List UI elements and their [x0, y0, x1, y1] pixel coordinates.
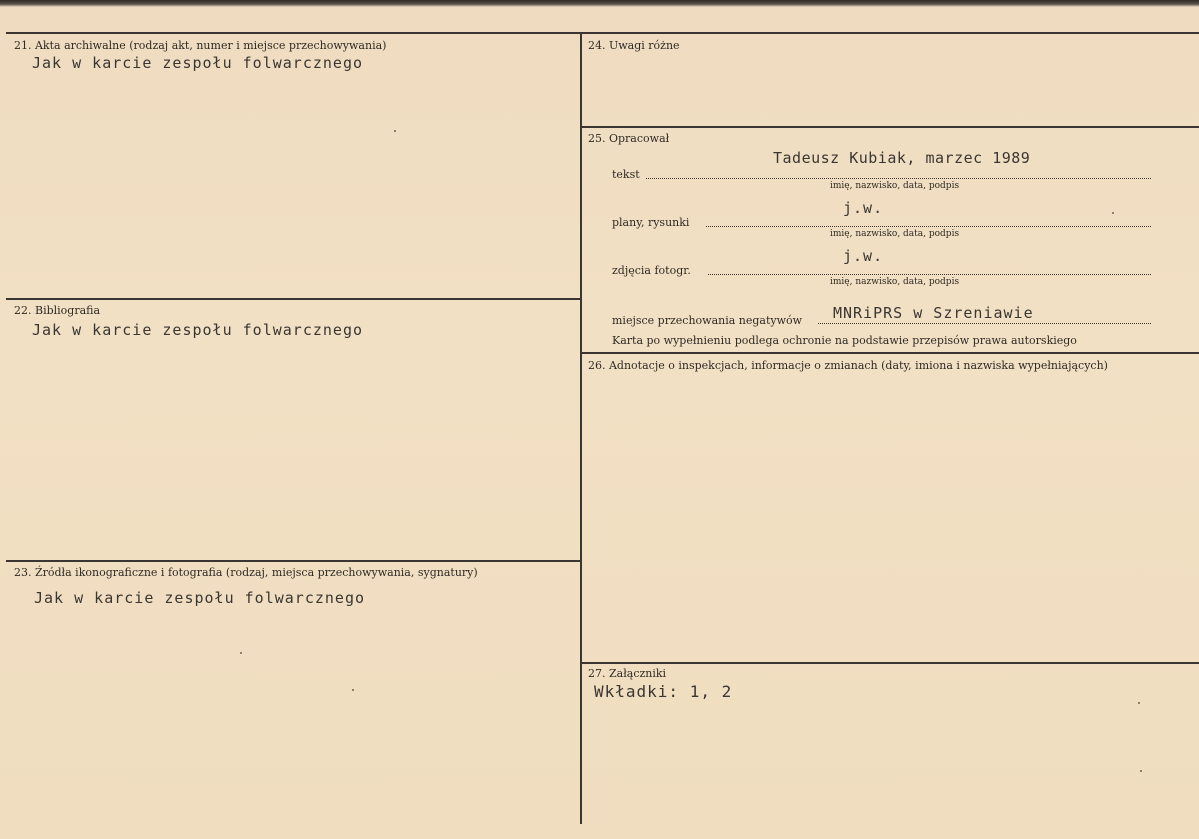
- card-top-edge: [0, 0, 1199, 7]
- divider-26-27: [581, 662, 1199, 664]
- divider-21-22: [6, 298, 580, 300]
- paper-speck: [1140, 770, 1142, 772]
- paper-speck: [1138, 702, 1140, 704]
- paper-speck: [394, 130, 396, 132]
- tekst-label: tekst: [612, 168, 640, 181]
- section-23-value: Jak w karcie zespołu folwarcznego: [34, 589, 366, 607]
- paper-speck: [1112, 212, 1114, 214]
- divider-24-25: [581, 126, 1199, 128]
- paper-speck: [240, 652, 242, 654]
- section-21-label: 21. Akta archiwalne (rodzaj akt, numer i miejsce przechowywania): [14, 39, 387, 52]
- frame-top-line: [6, 32, 1199, 34]
- section-23-label: 23. Źródła ikonograficzne i fotografia (rodzaj, miejsca przechowywania, sygnatury): [14, 566, 478, 579]
- plany-label: plany, rysunki: [612, 216, 690, 229]
- tekst-line: [646, 178, 1151, 179]
- zdjecia-label: zdjęcia fotogr.: [612, 264, 691, 277]
- copyright-note: Karta po wypełnieniu podlega ochronie na podstawie przepisów prawa autorskiego: [612, 334, 1077, 347]
- negatywy-label: miejsce przechowania negatywów: [612, 314, 803, 327]
- negatywy-value: MNRiPRS w Szreniawie: [833, 304, 1034, 322]
- plany-line: [706, 226, 1151, 227]
- section-24-label: 24. Uwagi różne: [588, 39, 680, 52]
- zdjecia-value: j.w.: [843, 247, 884, 265]
- section-27-label: 27. Załączniki: [588, 667, 667, 680]
- plany-caption: imię, nazwisko, data, podpis: [830, 229, 960, 239]
- section-27-value: Wkładki: 1, 2: [594, 682, 733, 701]
- negatywy-line: [818, 323, 1151, 324]
- section-25-label: 25. Opracował: [588, 132, 670, 145]
- plany-value: j.w.: [843, 199, 884, 217]
- section-22-value: Jak w karcie zespołu folwarcznego: [32, 321, 364, 339]
- zdjecia-line: [708, 274, 1151, 275]
- tekst-value: Tadeusz Kubiak, marzec 1989: [773, 149, 1031, 167]
- column-divider: [580, 33, 582, 824]
- divider-25-26: [581, 352, 1199, 354]
- zdjecia-caption: imię, nazwisko, data, podpis: [830, 277, 960, 287]
- section-21-value: Jak w karcie zespołu folwarcznego: [32, 54, 364, 72]
- section-22-label: 22. Bibliografia: [14, 304, 101, 317]
- section-26-label: 26. Adnotacje o inspekcjach, informacje o zmianach (daty, imiona i nazwiska wypełniających): [588, 359, 1108, 372]
- divider-22-23: [6, 560, 580, 562]
- tekst-caption: imię, nazwisko, data, podpis: [830, 181, 960, 191]
- paper-speck: [352, 689, 354, 691]
